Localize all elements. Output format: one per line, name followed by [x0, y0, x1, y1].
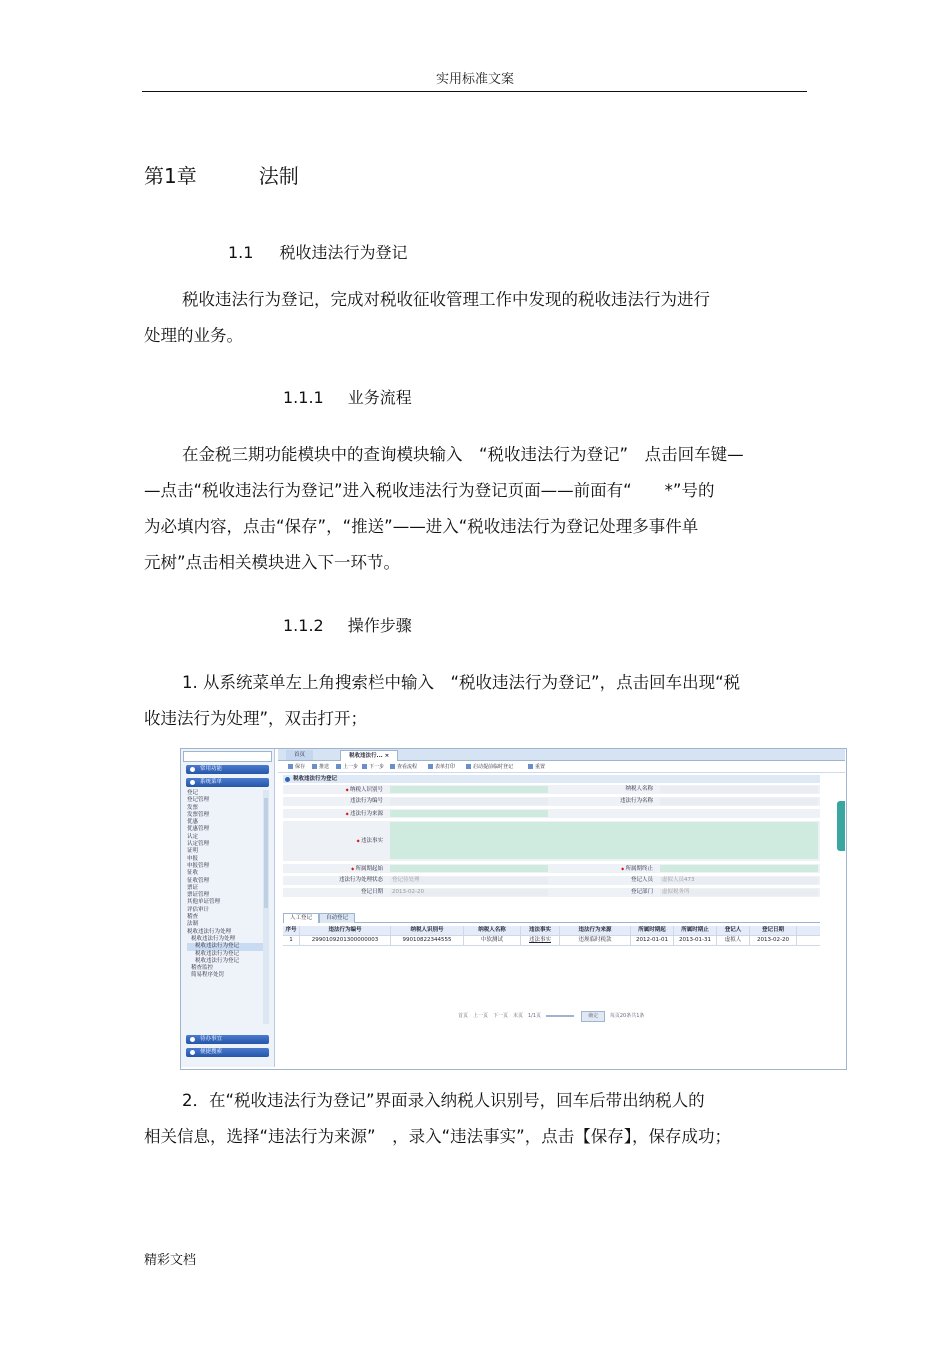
menu-item[interactable]: 税收违法行为登记: [195, 950, 240, 957]
source-select[interactable]: [390, 810, 548, 817]
sub-tab-bar: [283, 912, 820, 923]
table-cell: 违规临时税款: [560, 936, 631, 945]
table-cell: 2990109201300000003: [300, 936, 391, 945]
column-header[interactable]: 所属时期止: [674, 926, 717, 935]
tab-home[interactable]: 首页: [286, 750, 313, 760]
menu-item[interactable]: 证明: [187, 848, 199, 855]
subsection-number: 1.1.1: [283, 388, 324, 407]
step-2-line-1: 2．在“税收违法行为登记”界面录入纳税人识别号，回车后带出纳税人的: [182, 1091, 705, 1110]
field-label: 纳税人名称: [625, 786, 653, 792]
flow-paragraph: [144, 437, 806, 581]
taxpayer-name-field: [660, 786, 818, 793]
table-cell: 2013-02-20: [750, 936, 797, 945]
menu-item[interactable]: 税收违法行为登记: [195, 957, 240, 964]
sidebar-search-input[interactable]: [183, 751, 272, 762]
print-button[interactable]: 表单打印: [428, 763, 455, 771]
side-button-quick-search[interactable]: 便捷搜索: [186, 1048, 269, 1057]
menu-item[interactable]: 征收: [187, 870, 199, 877]
menu-item[interactable]: 登记: [187, 790, 199, 796]
step-2-paragraph: [144, 1083, 806, 1155]
field-label: 登记日期: [360, 889, 383, 895]
flow-line-3: 为必填内容，点击“保存”，“推送”——进入“税收违法行为登记处理多事件单: [144, 517, 699, 536]
embedded-screenshot: [180, 748, 847, 1070]
form-row: [283, 821, 820, 862]
reg-date-field[interactable]: 2013-02-20: [390, 889, 548, 896]
table-cell: 虚拟人: [717, 936, 750, 945]
step-1-line-2: 收违法行为处理”，双击打开；: [144, 709, 368, 728]
table-cell: 2013-01-31: [674, 936, 717, 945]
chapter-title: 法制: [258, 164, 299, 188]
menu-item[interactable]: 税收违法行为登记: [187, 943, 267, 950]
side-button-system-menu[interactable]: 系统菜单: [186, 778, 269, 787]
sidebar-scrollbar[interactable]: [263, 790, 269, 1024]
next-step-button[interactable]: 下一步: [362, 763, 384, 771]
field-label: ◆ 纳税人识别号: [283, 785, 383, 795]
facts-textarea[interactable]: [390, 822, 818, 859]
menu-item[interactable]: 征收管理: [187, 877, 210, 884]
main-panel: [278, 749, 845, 1067]
tab-auto-register[interactable]: 自动登记: [319, 913, 355, 923]
header-rule: [142, 91, 807, 92]
table-cell: 99010822344555: [391, 936, 464, 945]
period-start-input[interactable]: [390, 865, 548, 872]
save-button[interactable]: 保存: [288, 763, 305, 771]
tab-manual-register[interactable]: 人工登记: [283, 913, 319, 923]
page-header: 实用标准文案: [435, 72, 514, 87]
reset-button[interactable]: 重置: [528, 763, 545, 771]
intro-paragraph: [144, 282, 806, 354]
menu-item[interactable]: 法制: [187, 921, 199, 928]
field-label: 登记人员: [630, 877, 653, 883]
subsection-heading-steps: [283, 613, 412, 636]
chapter-number: 第1章: [144, 164, 197, 188]
menu-item[interactable]: 其他单证管理: [187, 899, 221, 906]
form-row: [283, 864, 820, 874]
confirm-button[interactable]: 确定: [581, 1011, 605, 1022]
menu-item[interactable]: 简易程序处罚: [191, 972, 225, 979]
subsection-heading-flow: [283, 385, 412, 408]
tab-bar: [278, 749, 845, 761]
table-row[interactable]: [283, 936, 820, 946]
section-title: 税收违法行为登记: [279, 243, 408, 262]
menu-item[interactable]: 税收违法行为处理: [191, 935, 236, 942]
field-label: ◆ 违法行为来源: [283, 809, 383, 819]
table-cell: 违法事实: [521, 936, 560, 945]
side-button-todo[interactable]: 待办事宜: [186, 1035, 269, 1044]
prev-step-button[interactable]: 上一步: [336, 763, 358, 771]
menu-item[interactable]: 税收违法行为处理: [187, 928, 232, 935]
menu-item[interactable]: 评估审计: [187, 906, 210, 913]
table-cell: 中软测试: [464, 936, 521, 945]
step-1-line-1: 1. 从系统菜单左上角搜索栏中输入 “税收违法行为登记”，点击回车出现“税: [182, 673, 741, 692]
flow-line-4: 元树”点击相关模块进入下一环节。: [144, 553, 401, 572]
sidebar: [181, 749, 275, 1067]
column-header[interactable]: 违法行为编号: [300, 926, 391, 935]
table-cell: 2012-01-01: [631, 936, 674, 945]
temp-register-button[interactable]: 启动提前临时登记: [466, 763, 513, 771]
side-button-common[interactable]: 常用功能: [186, 765, 269, 774]
field-label: 登记部门: [630, 889, 653, 895]
form-row: [283, 809, 820, 819]
menu-item[interactable]: 优惠: [187, 819, 199, 826]
subsection-number: 1.1.2: [283, 616, 324, 635]
menu-item[interactable]: 认定: [187, 833, 199, 840]
table-cell: 1: [283, 936, 300, 945]
menu-item[interactable]: 票证管理: [187, 892, 210, 899]
flow-line-1: 在金税三期功能模块中的查询模块输入 “税收违法行为登记” 点击回车键—: [182, 445, 744, 464]
menu-item[interactable]: 稽查监控: [191, 965, 214, 972]
column-header[interactable]: 违法行为来源: [560, 926, 631, 935]
table-header-row: [283, 926, 820, 936]
section-heading: [228, 240, 407, 263]
form-row: [283, 876, 820, 886]
intro-line-2: 处理的业务。: [144, 326, 243, 345]
case-number-field: [390, 798, 548, 805]
page-footer: 精彩文档: [144, 1253, 197, 1268]
chapter-heading: [144, 160, 299, 189]
period-end-input[interactable]: [660, 865, 818, 872]
taxpayer-id-input[interactable]: [390, 786, 548, 793]
intro-line-1: 税收违法行为登记，完成对税收征收管理工作中发现的税收违法行为进行: [182, 290, 710, 309]
column-header[interactable]: 纳税人名称: [464, 926, 521, 935]
step-2-line-2: 相关信息，选择“违法行为来源” ，录入“违法事实”，点击【保存】，保存成功；: [144, 1127, 731, 1146]
column-header[interactable]: 登记日期: [750, 926, 797, 935]
menu-item[interactable]: 发票管理: [187, 811, 210, 818]
page-input[interactable]: [546, 1015, 574, 1017]
form-title: 税收违法行为登记: [283, 775, 820, 783]
field-label: ◆ 所属期终止: [553, 864, 653, 874]
view-flow-button[interactable]: 查看流程: [390, 763, 417, 771]
menu-item[interactable]: 登记管理: [187, 797, 210, 804]
field-label: ◆ 所属期起始: [283, 864, 383, 874]
field-label: 违法行为名称: [619, 798, 653, 804]
column-header[interactable]: 纳税人识别号: [391, 926, 464, 935]
tab-violation[interactable]: 税收违法行... ×: [340, 750, 398, 761]
push-button[interactable]: 推送: [312, 763, 329, 771]
status-select[interactable]: 登记待处理: [390, 877, 548, 884]
toolbar: [278, 762, 845, 773]
menu-tree: [187, 790, 267, 980]
subsection-title: 业务流程: [347, 388, 412, 407]
menu-item[interactable]: 申报管理: [187, 862, 210, 869]
menu-item[interactable]: 发票: [187, 804, 199, 811]
side-help-tab[interactable]: [837, 801, 845, 851]
subsection-title: 操作步骤: [347, 616, 412, 635]
menu-item[interactable]: 申报: [187, 855, 199, 862]
column-header[interactable]: 所属时期起: [631, 926, 674, 935]
field-label: 违法行为编号: [349, 798, 383, 804]
step-1-paragraph: [144, 665, 806, 737]
column-header[interactable]: 序号: [283, 926, 300, 935]
field-label: ◆ 违法事实: [283, 836, 383, 846]
column-header[interactable]: 登记人: [717, 926, 750, 935]
results-table: [283, 926, 820, 946]
pager-info: 每页20条共1条: [609, 1013, 645, 1019]
reg-dept-field: 虚拟税务所: [660, 889, 818, 896]
pager: [458, 1011, 644, 1020]
form-row: [283, 785, 820, 795]
menu-item[interactable]: 稽查: [187, 914, 199, 921]
form-row: [283, 888, 820, 898]
flow-line-2: —点击“税收违法行为登记”进入税收违法行为登记页面——前面有“ *”号的: [144, 481, 715, 500]
pager-nav[interactable]: 首页 上一页 下一页 末页 1/1页: [458, 1013, 542, 1019]
section-number: 1.1: [228, 243, 254, 262]
registrar-field: 虚拟人员473: [660, 877, 818, 884]
menu-item[interactable]: 票证: [187, 884, 199, 891]
menu-item[interactable]: 优惠管理: [187, 826, 210, 833]
form-row: [283, 797, 820, 807]
case-name-field: [660, 798, 818, 805]
column-header[interactable]: 违法事实: [521, 926, 560, 935]
menu-item[interactable]: 认定管理: [187, 841, 210, 848]
field-label: 违法行为处理状态: [338, 877, 383, 883]
